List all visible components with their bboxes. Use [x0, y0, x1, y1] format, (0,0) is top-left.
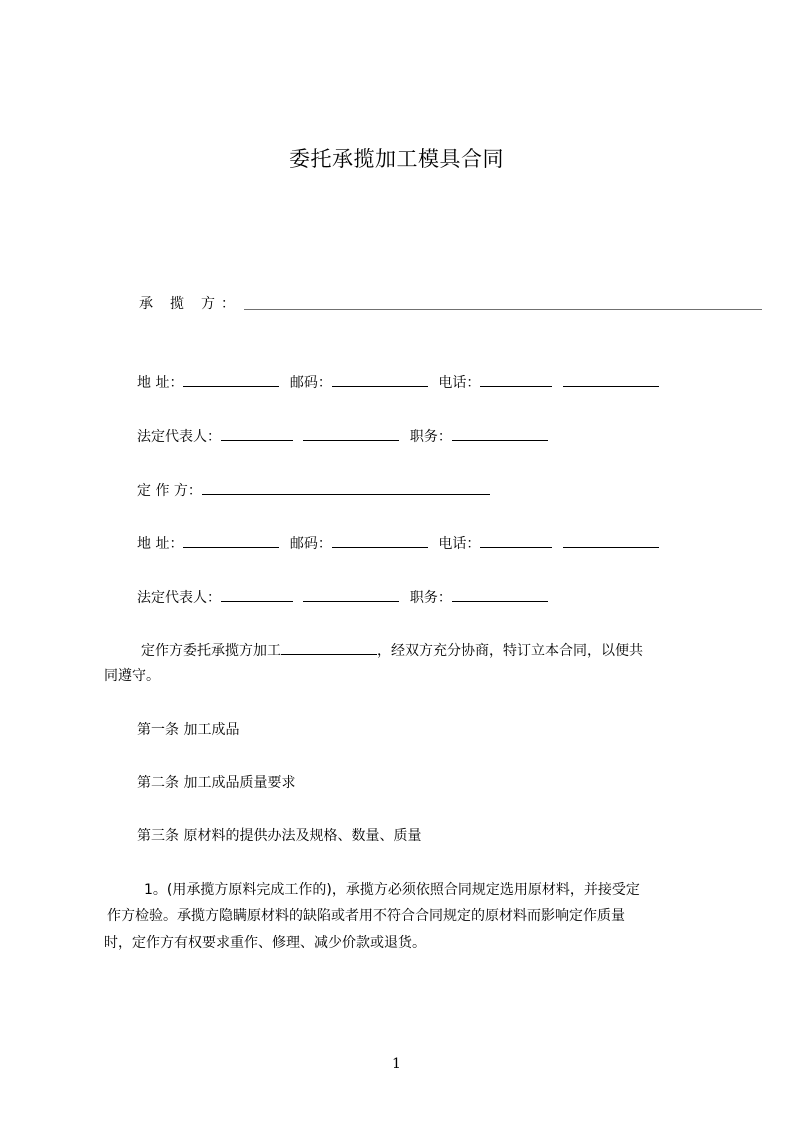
position-label: 职务： — [409, 590, 452, 606]
item-1-line-3: 时，定作方有权要求重作、修理、减少价款或退货。 — [104, 935, 426, 951]
item-1-line-2: 作方检验。承揽方隐瞒原材料的缺陷或者用不符合合同规定的原材料而影响定作质量 — [107, 908, 625, 924]
address-label: 地 址： — [137, 536, 184, 552]
contractor-fill: ＿＿＿＿＿＿＿＿＿＿＿＿＿＿＿＿＿＿＿＿＿＿＿＿＿＿＿＿＿＿＿＿＿＿＿＿＿ — [244, 296, 762, 312]
legal-rep-blank-2 — [303, 429, 399, 441]
phone-label: 电话： — [438, 375, 481, 391]
item-1-line-1: 1。(用承揽方原料完成工作的)，承揽方必须依照合同规定选用原材料，并接受定 — [144, 882, 640, 898]
article-2-heading: 第二条 加工成品质量要求 — [137, 775, 296, 791]
phone-label: 电话： — [438, 536, 481, 552]
postcode-label: 邮码： — [289, 536, 332, 552]
address-label: 地 址： — [137, 375, 184, 391]
contractor-label-char-1: 承 — [139, 296, 153, 312]
contractor-address-row — [137, 372, 659, 392]
intro-part-2: ，经双方充分协商，特订立本合同，以便共 — [377, 643, 643, 659]
legal-rep-blank-1 — [221, 429, 293, 441]
position-blank — [452, 429, 548, 441]
contractor-colon: ： — [221, 296, 235, 312]
document-title: 委托承揽加工模具合同 — [289, 147, 504, 171]
intro-line-1 — [141, 640, 643, 660]
phone-blank-1 — [480, 536, 552, 548]
postcode-label: 邮码： — [289, 375, 332, 391]
legal-rep-label: 法定代表人： — [137, 429, 221, 445]
postcode-blank — [332, 375, 428, 387]
legal-rep-label: 法定代表人： — [137, 590, 221, 606]
intro-line-2: 同遵守。 — [104, 668, 160, 684]
address-blank — [183, 536, 279, 548]
position-blank — [452, 590, 548, 602]
legal-rep-blank-2 — [303, 590, 399, 602]
article-1-heading: 第一条 加工成品 — [137, 722, 240, 738]
client-legal-rep-row — [137, 587, 548, 607]
product-blank — [281, 643, 377, 655]
phone-blank-2 — [563, 536, 659, 548]
position-label: 职务： — [409, 429, 452, 445]
contractor-line — [139, 293, 235, 313]
contractor-legal-rep-row — [137, 426, 548, 446]
client-address-row — [137, 533, 659, 553]
client-label: 定 作 方： — [137, 483, 202, 499]
phone-blank-1 — [480, 375, 552, 387]
client-row — [137, 480, 490, 500]
article-3-heading: 第三条 原材料的提供办法及规格、数量、质量 — [137, 828, 422, 844]
postcode-blank — [332, 536, 428, 548]
address-blank — [183, 375, 279, 387]
contractor-label-char-2: 揽 — [170, 296, 184, 312]
page-number: 1 — [392, 1056, 401, 1072]
intro-part-1: 定作方委托承揽方加工 — [141, 643, 281, 659]
client-blank — [202, 483, 490, 495]
legal-rep-blank-1 — [221, 590, 293, 602]
phone-blank-2 — [563, 375, 659, 387]
contractor-label-char-3: 方 — [201, 296, 215, 312]
